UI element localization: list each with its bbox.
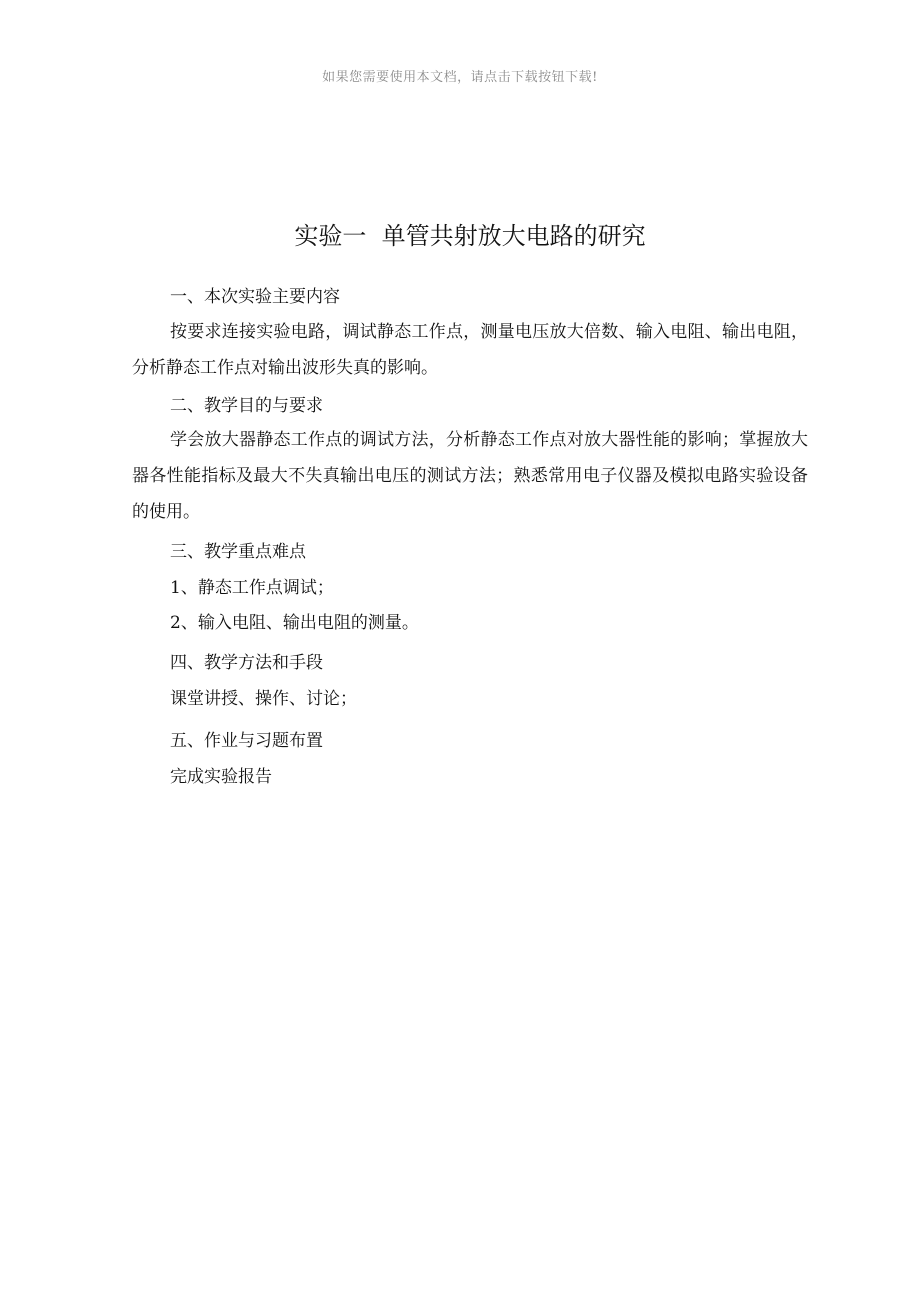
section-heading-5: 五、作业与习题布置 [170, 731, 323, 751]
section-heading-1: 一、本次实验主要内容 [170, 287, 340, 307]
section-heading-3: 三、教学重点难点 [170, 542, 306, 562]
section-heading-2: 二、教学目的与要求 [170, 396, 323, 416]
section-heading-4: 四、教学方法和手段 [170, 653, 323, 673]
document-title: 实验一 单管共射放大电路的研究 [294, 222, 646, 250]
list-item-5-1: 完成实验报告 [170, 767, 272, 787]
section-body-2: 学会放大器静态工作点的调试方法，分析静态工作点对放大器性能的影响；掌握放大器各性能指标及最大不失真输出电压的测试方法；熟悉常用电子仪器及模拟电路实验设备的使用。 [132, 430, 808, 522]
list-item-3-1: 1、静态工作点调试； [170, 578, 334, 598]
list-item-4-1: 课堂讲授、操作、讨论； [170, 689, 357, 709]
download-hint-header: 如果您需要使用本文档，请点击下载按钮下载! [322, 70, 598, 85]
list-item-3-2: 2、输入电阻、输出电阻的测量。 [170, 613, 419, 633]
section-body-1: 按要求连接实验电路，调试静态工作点，测量电压放大倍数、输入电阻、输出电阻，分析静态工作点对输出波形失真的影响。 [132, 322, 808, 378]
